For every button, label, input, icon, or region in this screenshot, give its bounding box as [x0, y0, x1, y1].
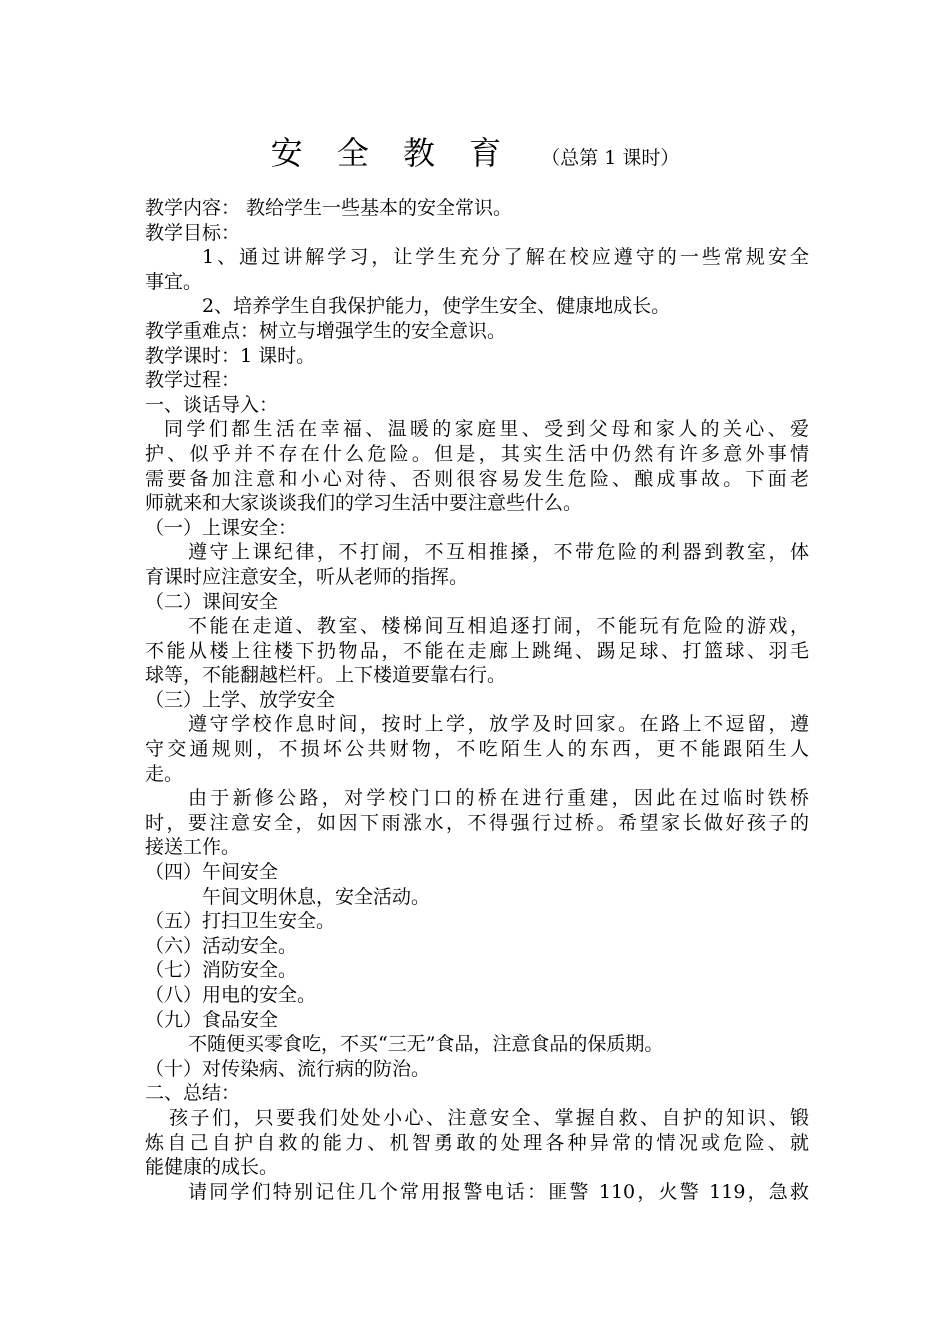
text-line: 1、通过讲解学习，让学生充分了解在校应遵守的一些常规安全: [202, 246, 809, 269]
title-row: [0, 128, 950, 174]
text-line: （七）消防安全。: [145, 959, 298, 982]
text-line: （三）上学、放学安全: [145, 688, 336, 711]
lesson-count: （总第 1 课时）: [541, 147, 680, 169]
text-line: 走。: [145, 762, 184, 785]
text-line: 事宜。: [145, 270, 203, 293]
text-line: 教学目标：: [145, 221, 241, 244]
text-line: 二、总结：: [145, 1082, 241, 1105]
text-line: 不随便买零食吃，不买“三无”食品，注意食品的保质期。: [188, 1033, 664, 1056]
text-line: （六）活动安全。: [145, 934, 298, 957]
text-line: 师就来和大家谈谈我们的学习生活中要注意些什么。: [145, 492, 583, 515]
text-line: 球等，不能翻越栏杆。上下楼道要靠右行。: [145, 664, 507, 687]
text-line: 需要备加注意和小心对待、否则很容易发生危险、酿成事故。下面老: [145, 467, 809, 490]
text-line: 教学课时：1 课时。: [145, 344, 316, 367]
text-line: 同学们都生活在幸福、温暖的家庭里、受到父母和家人的关心、爱: [164, 418, 809, 441]
text-line: 请同学们特别记住几个常用报警电话：匪警 110，火警 119，急救: [188, 1180, 809, 1203]
text-line: （十）对传染病、流行病的防治。: [145, 1057, 431, 1080]
text-line: 教学重难点：树立与增强学生的安全意识。: [145, 319, 507, 342]
text-line: 时，要注意安全，如因下雨涨水，不得强行过桥。希望家长做好孩子的: [145, 811, 809, 834]
text-line: 守交通规则，不损坏公共财物，不吃陌生人的东西，更不能跟陌生人: [145, 738, 809, 761]
text-line: （五）打扫卫生安全。: [145, 910, 336, 933]
text-line: 由于新修公路，对学校门口的桥在进行重建，因此在过临时铁桥: [188, 787, 809, 810]
text-line: （四）午间安全: [145, 861, 279, 884]
text-line: 接送工作。: [145, 836, 241, 859]
text-line: 炼自己自护自救的能力、机智勇敢的处理各种异常的情况或危险、就: [145, 1131, 809, 1154]
text-line: 2、培养学生自我保护能力，使学生安全、健康地成长。: [202, 295, 671, 318]
text-line: 孩子们，只要我们处处小心、注意安全、掌握自救、自护的知识、锻: [169, 1106, 809, 1129]
text-line: 遵守上课纪律，不打闹，不互相推搡，不带危险的利器到教室，体: [188, 541, 809, 564]
text-line: 护、似乎并不存在什么危险。但是，其实生活中仍然有许多意外事情: [145, 442, 809, 465]
text-line: 遵守学校作息时间，按时上学，放学及时回家。在路上不逗留，遵: [188, 713, 809, 736]
text-line: 育课时应注意安全，听从老师的指挥。: [145, 565, 469, 588]
text-line: 能健康的成长。: [145, 1156, 279, 1179]
text-line: （二）课间安全: [145, 590, 279, 613]
text-line: （九）食品安全: [145, 1008, 279, 1031]
text-line: 教学内容： 教给学生一些基本的安全常识。: [145, 197, 513, 219]
page-title: 安 全 教 育: [270, 134, 514, 172]
text-line: 一、谈话导入：: [145, 393, 279, 416]
document-body: [145, 196, 809, 1204]
text-line: 不能从楼上往楼下扔物品，不能在走廊上跳绳、踢足球、打篮球、羽毛: [145, 639, 809, 662]
text-line: 不能在走道、教室、楼梯间互相追逐打闹，不能玩有危险的游戏，: [188, 615, 809, 638]
text-line: 午间文明休息，安全活动。: [202, 885, 431, 908]
text-line: （八）用电的安全。: [145, 984, 317, 1006]
text-line: （一）上课安全：: [145, 516, 298, 539]
text-line: 教学过程：: [145, 369, 241, 392]
